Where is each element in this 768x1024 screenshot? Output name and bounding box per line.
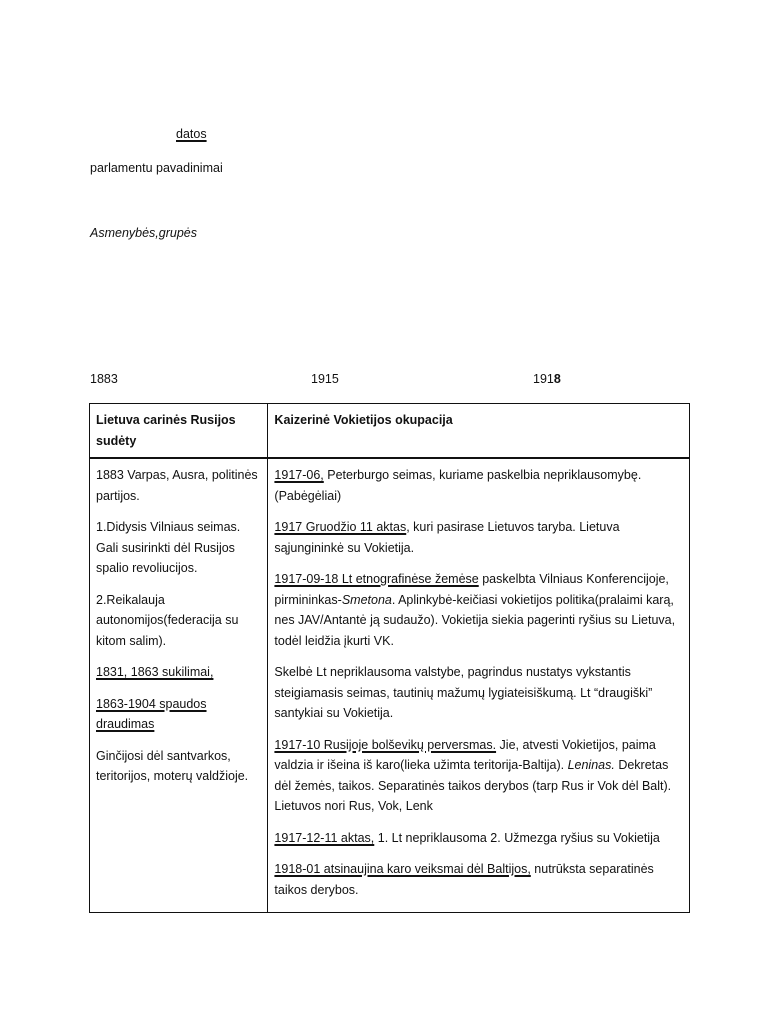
table-row <box>90 458 690 913</box>
paragraph: 1883 Varpas, Ausra, politinės partijos. <box>96 468 258 503</box>
header-russian-rule: Lietuva carinės Rusijos sudėty <box>90 404 268 459</box>
paragraph: 2.Reikalauja autonomijos(federacija su kitom salim). <box>96 592 239 648</box>
history-table <box>89 403 690 913</box>
timeline-year: 1883 <box>90 372 118 386</box>
event-paragraph: 1917-09-18 Lt etnografinėse žemėse paskelbta Vilniaus Konferencijoje, pirmininkas-Smetona. Aplinkybė-keičiasi vokietijos politika(pralaimi karą, nes JAV/Antantė ją sudaužo). Vokietija siekia pagerinti ryšius su Lietuva, todėl leidžia įkurti VK. <box>274 572 676 648</box>
german-occupation-cell <box>268 458 690 913</box>
event-paragraph: 1917-06, Peterburgo seimas, kuriame paskelbia nepriklausomybę.(Pabėgėliai) <box>274 468 642 503</box>
event-paragraph: Skelbė Lt nepriklausoma valstybe, pagrindus nustatys vykstantis steigiamasis seimas, tautinių mažumų lygiateisiškumą. Lt “draugiški” santykiai su Vokietija. <box>274 665 653 720</box>
paragraph: 1831, 1863 sukilimai, <box>96 665 214 679</box>
paragraph: 1.Didysis Vilniaus seimas. Gali susirinkti dėl Rusijos spalio revoliucijos. <box>96 520 241 575</box>
timeline-year: 1918 <box>533 372 561 386</box>
table-header-row <box>90 404 690 459</box>
event-paragraph: 1917-12-11 aktas, 1. Lt nepriklausoma 2. Užmezga ryšius su Vokietija <box>274 830 660 845</box>
legend-persons-groups: Asmenybės,grupės <box>90 226 198 240</box>
event-paragraph: 1917 Gruodžio 11 aktas, kuri pasirase Lietuvos taryba. Lietuva sąjungininkė su Vokietija. <box>274 520 620 555</box>
event-paragraph: 1918-01 atsinaujina karo veiksmai dėl Baltijos, nutrūksta separatinės taikos derybos. <box>274 862 654 897</box>
legend-dates: datos <box>176 127 207 141</box>
paragraph: Ginčijosi dėl santvarkos, teritorijos, moterų valdžioje. <box>96 748 249 783</box>
header-german-occupation: Kaizerinė Vokietijos okupacija <box>268 404 690 459</box>
event-paragraph: 1917-10 Rusijoje bolševikų perversmas. Jie, atvesti Vokietijos, paima valdzia ir išeina iš karo(lieka užimta teritorija-Baltija). Leninas. Dekretas dėl žemės, taikos. Separatinės taikos derybos (tarp Rus ir Vok dėl Balt). Lietuvos nori Rus, Vok, Lenk <box>274 737 672 813</box>
timeline-year: 1915 <box>311 372 339 386</box>
legend-parliaments: parlamentu pavadinimai <box>90 161 223 175</box>
paragraph: 1863-1904 spaudos draudimas <box>96 696 207 731</box>
russian-rule-cell <box>90 458 268 913</box>
